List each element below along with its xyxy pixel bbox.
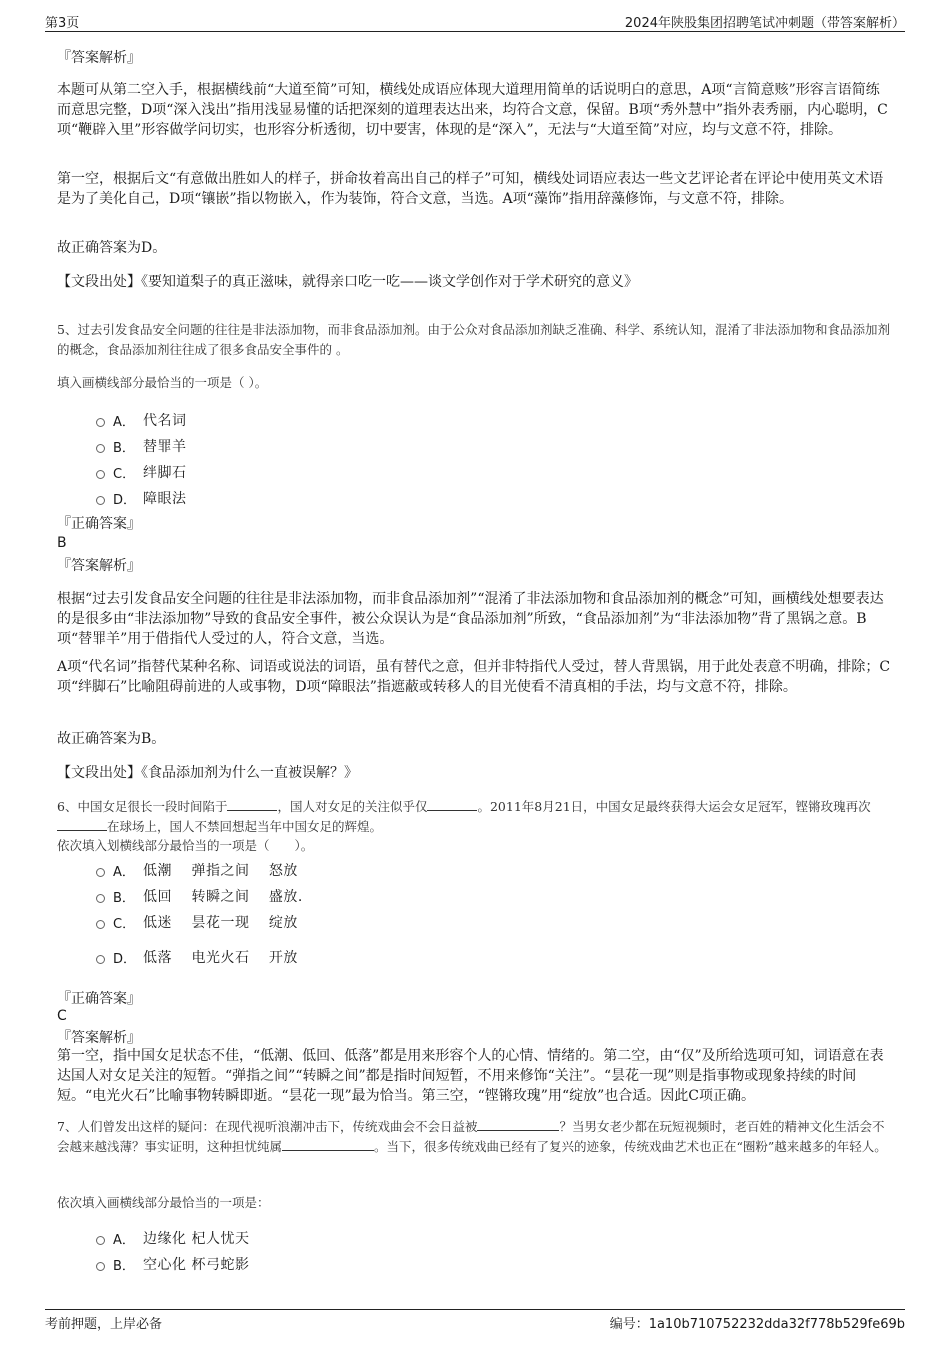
- q6-option-c[interactable]: C． 低迷 昙花一现 绽放: [96, 911, 298, 933]
- q6-stem: 6、中国女足很长一段时间陷于 ，国人对女足的关注似乎仅 。2011年8月21日，中国女足最终获得大运会女足冠军，铿锵玫瑰再次在球场上，国人不禁回想起当年中国女足的辉煌。: [57, 799, 871, 834]
- q5-analysis-p1: 根据“过去引发食品安全问题的往往是非法添加物，而非食品添加剂”“混淆了非法添加物和食品添加剂的概念”可知，画横线处想要表达的是很多由“非法添加物”导致的食品安全事件，被公众误认为是“食品添加剂”所致，“食品添加剂”为“非法添加物”背了黑锅之意。B项“替罪羊”用于借指代人受过的人，符合文意，当选。: [57, 591, 884, 647]
- q7-prompt: 依次填入画横线部分最恰当的一项是：: [57, 1195, 270, 1210]
- q5-option-c[interactable]: C． 绊脚石: [96, 461, 187, 483]
- q7-option-b[interactable]: B． 空心化 杯弓蛇影: [96, 1253, 249, 1275]
- q5-option-d[interactable]: D． 障眼法: [96, 487, 187, 509]
- footer-note: 考前押题，上岸必备: [45, 1317, 163, 1332]
- q4-conclusion: 故正确答案为D。: [57, 240, 167, 256]
- q5-prompt: 填入画横线部分最恰当的一项是（ ）。: [57, 375, 268, 390]
- q5-stem: 5、过去引发食品安全问题的往往是非法添加物，而非食品添加剂。由于公众对食品添加剂缺乏准确、科学、系统认知，混淆了非法添加物和食品添加剂的概念，食品添加剂往往成了很多食品安全事件的 。: [57, 322, 890, 357]
- page-header: [45, 12, 905, 32]
- blank-line: [477, 1117, 559, 1131]
- q4-analysis-label: 『答案解析』: [57, 50, 141, 66]
- q5-option-b[interactable]: B． 替罪羊: [96, 435, 187, 457]
- header-divider: [45, 31, 905, 32]
- radio-button-icon[interactable]: [96, 1236, 105, 1245]
- radio-button-icon[interactable]: [96, 894, 105, 903]
- radio-button-icon[interactable]: [96, 470, 105, 479]
- q6-option-d[interactable]: D． 低落 电光火石 开放: [96, 946, 298, 968]
- page-footer: [45, 1313, 905, 1333]
- page-number: 第3页: [45, 16, 80, 31]
- q5-answer: B: [57, 535, 67, 551]
- q5-correct-label: 『正确答案』: [57, 516, 141, 532]
- q5-conclusion: 故正确答案为B。: [57, 731, 166, 747]
- q7-option-a[interactable]: A． 边缘化 杞人忧天: [96, 1227, 249, 1249]
- blank-line: [427, 797, 477, 811]
- q6-analysis-label: 『答案解析』: [57, 1030, 141, 1046]
- radio-button-icon[interactable]: [96, 955, 105, 964]
- q6-option-b[interactable]: B． 低回 转瞬之间 盛放.: [96, 885, 303, 907]
- q6-correct-label: 『正确答案』: [57, 991, 141, 1007]
- q6-prompt: 依次填入划横线部分最恰当的一项是（ ）。: [57, 838, 314, 853]
- blank-line: [282, 1137, 374, 1151]
- q6-answer: C: [57, 1008, 67, 1024]
- radio-button-icon[interactable]: [96, 418, 105, 427]
- radio-button-icon[interactable]: [96, 868, 105, 877]
- document-title: 2024年陕股集团招聘笔试冲刺题（带答案解析）: [624, 16, 905, 31]
- q4-analysis-p1: 本题可从第二空入手，根据横线前“大道至简”可知，横线处成语应体现大道理用简单的话说明白的意思，A项“言简意赅”形容言语简练而意思完整，D项“深入浅出”指用浅显易懂的话把深刻的道理表达出来，均符合文意，保留。B项“秀外慧中”指外表秀丽，内心聪明，C项“鞭辟入里”形容做学问切实，也形容分析透彻，切中要害，体现的是“深入”，无法与“大道至简”对应，均与文意不符，排除。: [57, 82, 888, 138]
- q7-stem: 7、人们曾发出这样的疑问：在现代视听浪潮冲击下，传统戏曲会不会日益被 ？当男女老少都在玩短视频时，老百姓的精神文化生活会不会越来越浅薄？事实证明，这种担忧纯属 。当下，很多传统戏曲已经有了复兴的迹象，传统戏曲艺术也正在“圈粉”越来越多的年轻人。: [57, 1119, 887, 1154]
- q6-analysis: 第一空，指中国女足状态不佳，“低潮、低回、低落”都是用来形容个人的心情、情绪的。第二空，由“仅”及所给选项可知，词语意在表达国人对女足关注的短暂。“弹指之间”“转瞬之间”都是指时间短暂，不用来修饰“关注”。“昙花一现”则是指事物或现象持续的时间短。“电光火石”比喻事物转瞬即逝。“昙花一现”最为恰当。第三空，“铿锵玫瑰”用“绽放”也合适。因此C项正确。: [57, 1048, 884, 1104]
- footer-divider: [45, 1309, 905, 1310]
- blank-line: [227, 797, 277, 811]
- blank-line: [57, 817, 107, 831]
- radio-button-icon[interactable]: [96, 444, 105, 453]
- q5-source: 【文段出处】《食品添加剂为什么一直被误解？》: [57, 765, 358, 781]
- q6-option-a[interactable]: A． 低潮 弹指之间 怒放: [96, 859, 298, 881]
- radio-button-icon[interactable]: [96, 496, 105, 505]
- q5-analysis-label: 『答案解析』: [57, 558, 141, 574]
- q5-option-a[interactable]: A． 代名词: [96, 409, 187, 431]
- q5-analysis-p2: A项“代名词”指替代某种名称、词语或说法的词语，虽有替代之意，但并非特指代人受过，替人背黑锅，用于此处表意不明确，排除；C项“绊脚石”比喻阻碍前进的人或事物，D项“障眼法”指遮蔽或转移人的目光使看不清真相的手法，均与文意不符，排除。: [57, 659, 891, 695]
- document-code: 编号：1a10b710752232dda32f778b529fe69b: [609, 1317, 905, 1332]
- radio-button-icon[interactable]: [96, 920, 105, 929]
- q4-source: 【文段出处】《要知道梨子的真正滋味，就得亲口吃一吃——谈文学创作对于学术研究的意义》: [57, 274, 638, 290]
- radio-button-icon[interactable]: [96, 1262, 105, 1271]
- q4-analysis-p2: 第一空，根据后文“有意做出胜如人的样子，拼命妆着高出自己的样子”可知，横线处词语应表达一些文艺评论者在评论中使用英文术语是为了美化自己，D项“镶嵌”指以物嵌入，作为装饰，符合文意，当选。A项“藻饰”指用辞藻修饰，与文意不符，排除。: [57, 171, 884, 207]
